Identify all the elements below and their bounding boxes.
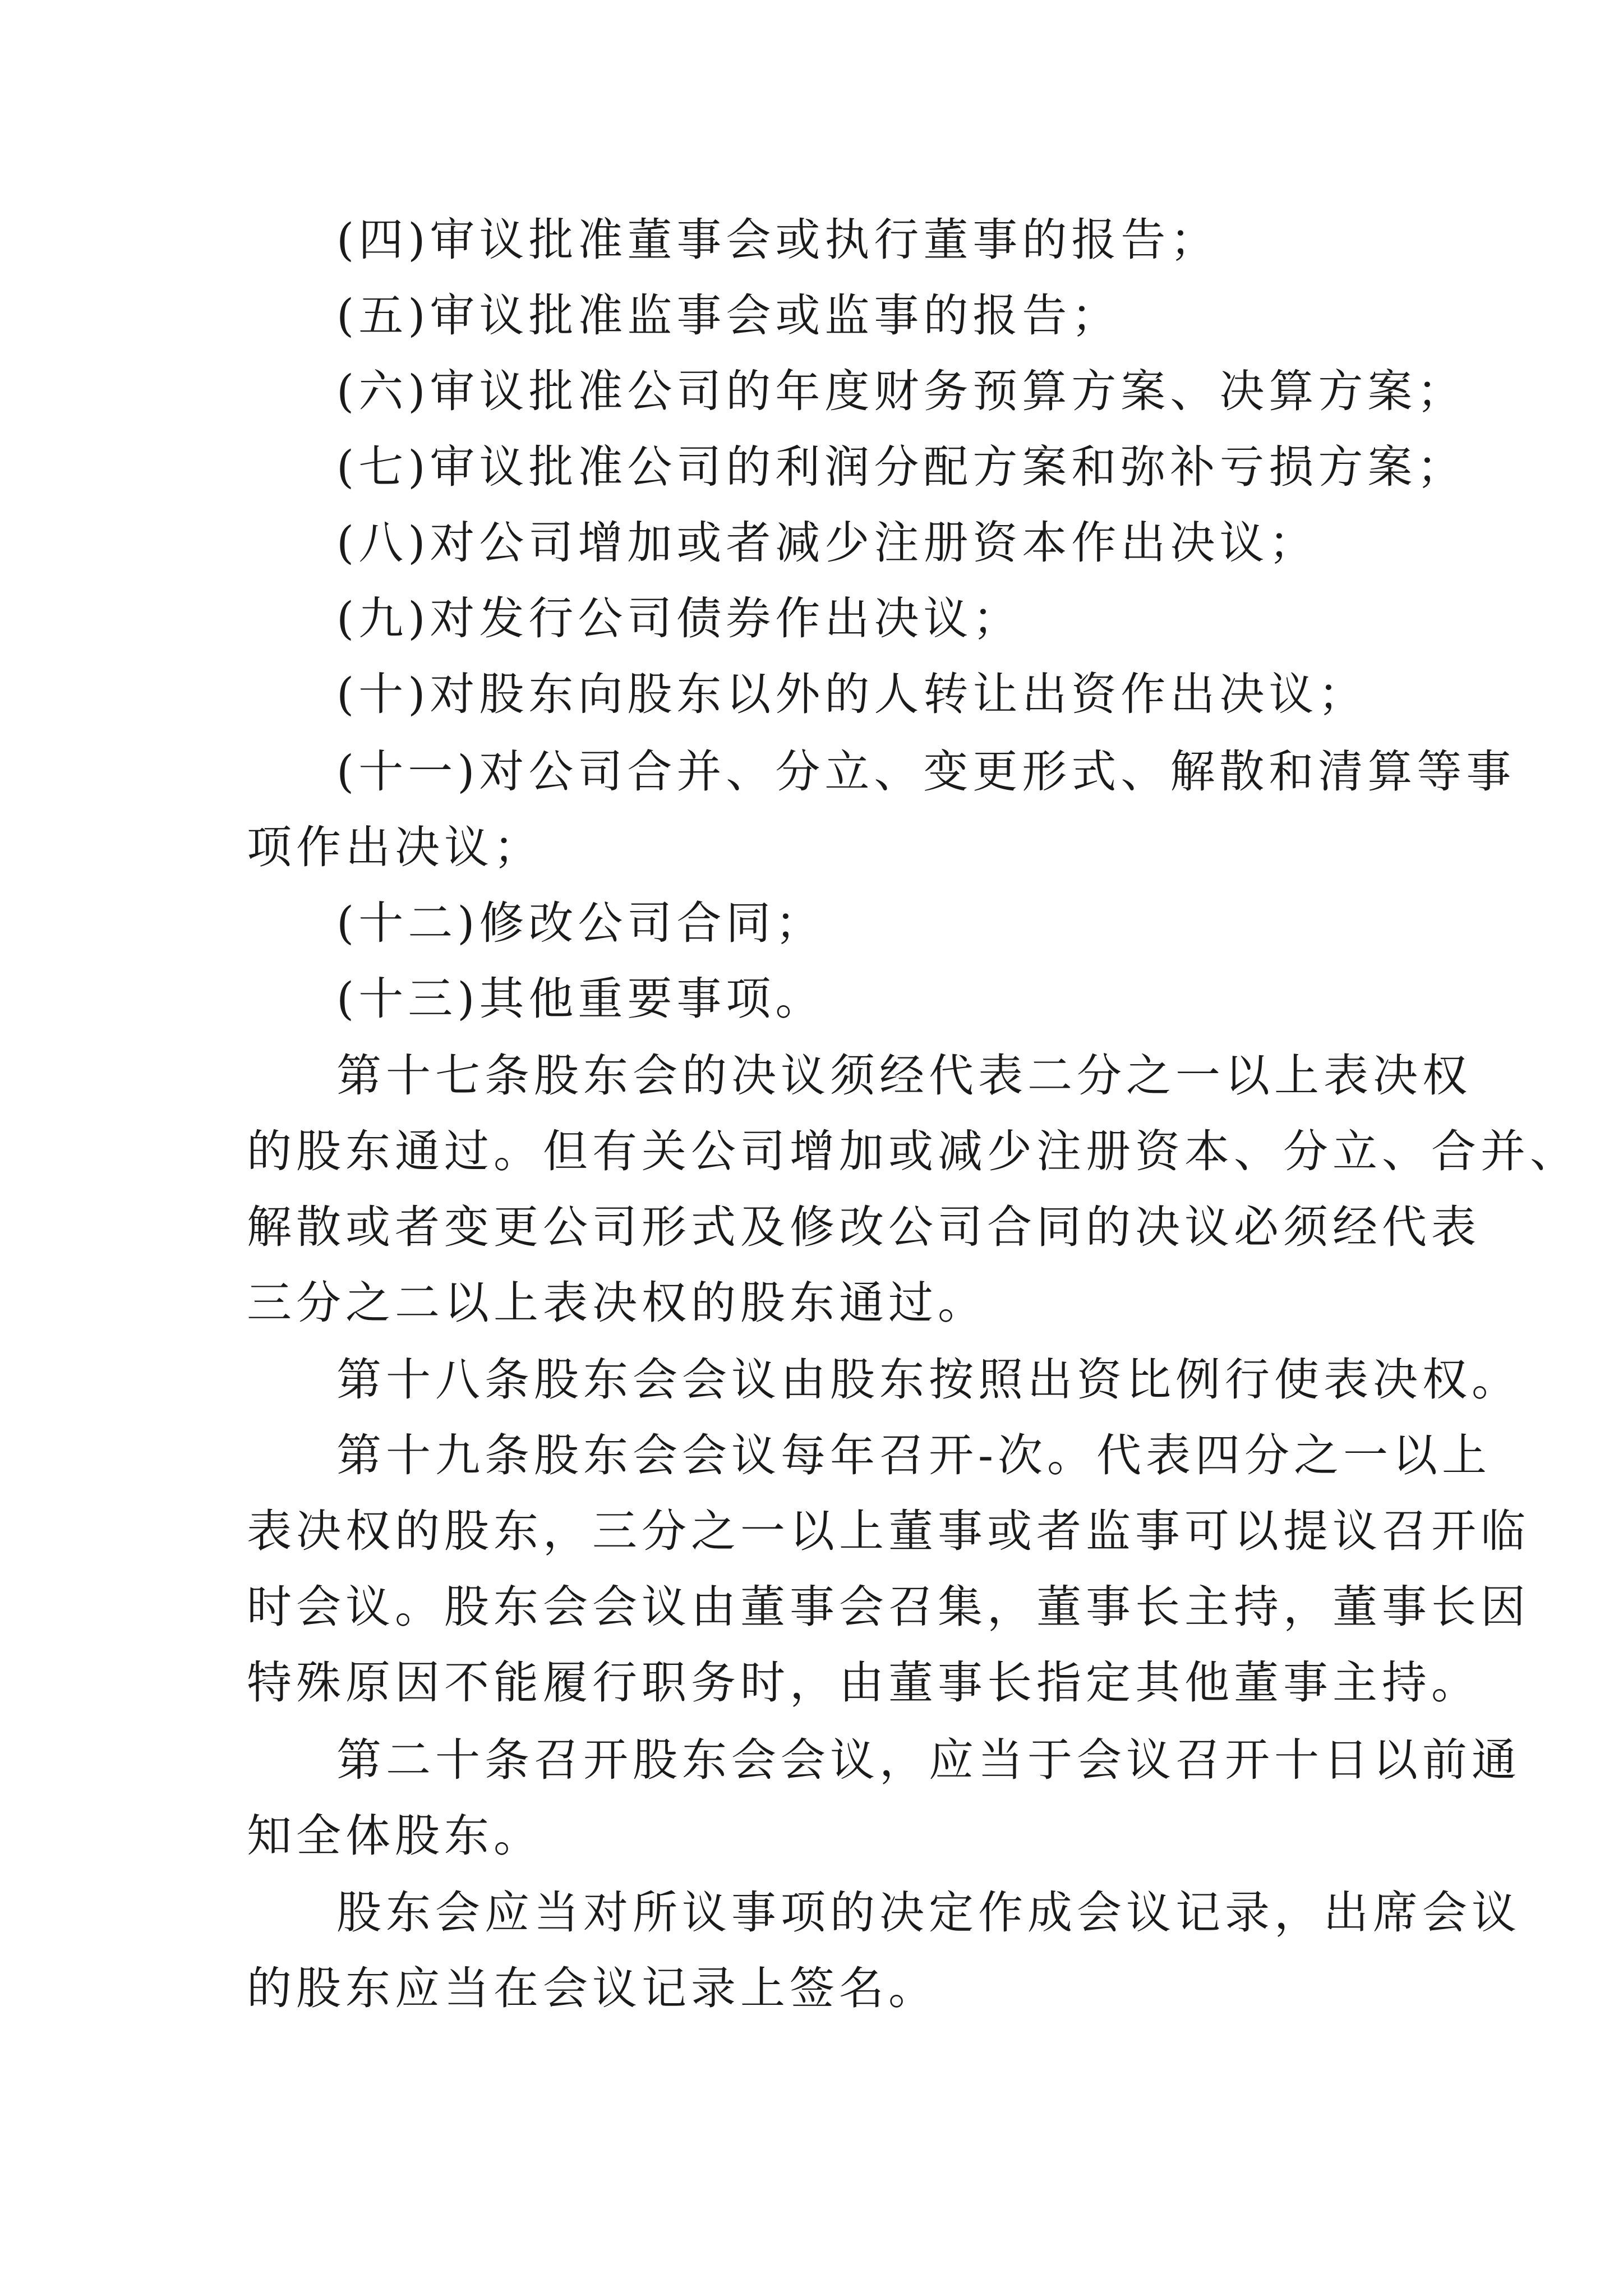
paragraph-line-2: 的股东应当在会议记录上签名。 (247, 1962, 938, 2014)
list-item-6: (六)审议批准公司的年度财务预算方案、决算方案； (336, 365, 1467, 417)
list-item-10: (十)对股东向股东以外的人转让出资作出决议； (336, 668, 1368, 720)
article-19-line-3: 时会议。股东会会议由董事会召集，董事长主持，董事长因 (247, 1581, 1530, 1633)
list-item-7: (七)审议批准公司的利润分配方案和弥补亏损方案； (336, 441, 1467, 493)
list-item-9: (九)对发行公司债券作出决议； (336, 592, 1022, 645)
article-17-line-4: 三分之二以上表决权的股东通过。 (247, 1277, 987, 1329)
article-17-line-3: 解散或者变更公司形式及修改公司合同的决议必须经代表 (247, 1201, 1481, 1253)
article-19-line-2: 表决权的股东，三分之一以上董事或者监事可以提议召开临 (247, 1505, 1530, 1557)
article-17-line-1: 第十七条股东会的决议须经代表二分之一以上表决权 (336, 1050, 1472, 1102)
list-item-5: (五)审议批准监事会或监事的报告； (336, 289, 1121, 342)
article-19-line-4: 特殊原因不能履行职务时，由董事长指定其他董事主持。 (247, 1657, 1481, 1709)
article-18: 第十八条股东会会议由股东按照出资比例行使表决权。 (336, 1354, 1521, 1406)
list-item-11-continued: 项作出决议； (247, 821, 543, 873)
article-17-line-2: 的股东通过。但有关公司增加或减少注册资本、分立、合并、 (247, 1125, 1579, 1177)
list-item-11: (十一)对公司合并、分立、变更形式、解散和清算等事 (336, 746, 1516, 798)
list-item-12: (十二)修改公司合同； (336, 897, 825, 949)
article-20-line-1: 第二十条召开股东会会议，应当于会议召开十日以前通 (336, 1734, 1521, 1786)
list-item-4: (四)审议批准董事会或执行董事的报告； (336, 214, 1220, 266)
list-item-8: (八)对公司增加或者减少注册资本作出决议； (336, 517, 1318, 569)
article-20-line-2: 知全体股东。 (247, 1810, 543, 1862)
article-19-line-1: 第十九条股东会会议每年召开-次。代表四分之一以上 (336, 1429, 1492, 1481)
paragraph-line-1: 股东会应当对所议事项的决定作成会议记录，出席会议 (336, 1887, 1521, 1939)
list-item-13: (十三)其他重要事项。 (336, 973, 825, 1025)
